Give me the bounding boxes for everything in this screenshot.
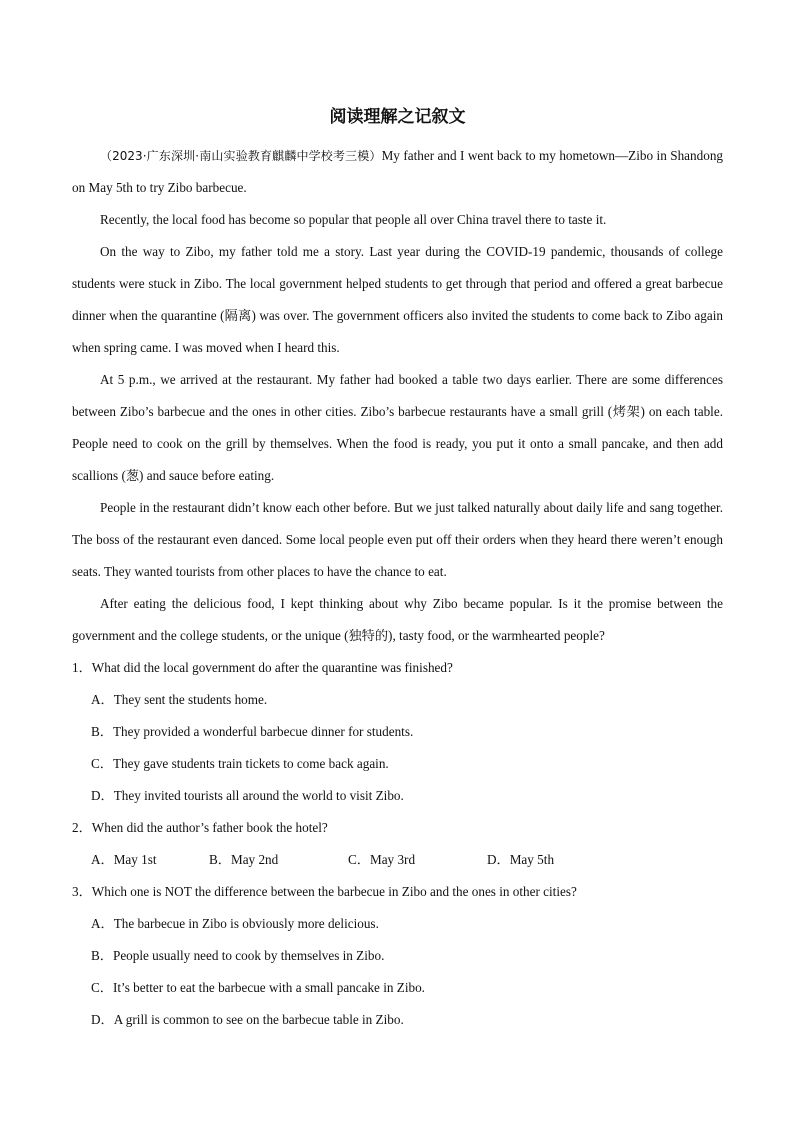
passage-paragraph-3: On the way to Zibo, my father told me a story. Last year during the COVID-19 pandemic, thousands of college students were stuck in Zibo. The local government helped students to get through that period and offered a great barbecue dinner when the quarantine (隔离) was over. The government officers also invited the students to come back to Zibo again when spring came. I was moved when I heard this. <box>72 244 723 355</box>
passage-paragraph-1 <box>72 140 723 204</box>
passage-paragraph-5: People in the restaurant didn’t know each other before. But we just talked naturally about daily life and sang together. The boss of the restaurant even danced. Some local people even put off their orders when they heard there weren’t enough seats. They wanted tourists from other places to have the chance to eat. <box>72 500 723 579</box>
option-c: C．May 3rd <box>348 852 416 867</box>
question-stem: 2．When did the author’s father book the hotel? <box>72 820 328 835</box>
option-b: B．May 2nd <box>209 852 279 867</box>
option-d: D．They invited tourists all around the world to visit Zibo. <box>91 788 404 803</box>
page-title: 阅读理解之记叙文 <box>329 107 466 127</box>
option-c: C．They gave students train tickets to come back again. <box>91 756 389 771</box>
option-d: D．A grill is common to see on the barbecue table in Zibo. <box>91 1012 404 1027</box>
question-stem: 1．What did the local government do after the quarantine was finished? <box>72 660 453 675</box>
option-b: B．People usually need to cook by themselves in Zibo. <box>91 948 385 963</box>
options-row <box>72 844 723 876</box>
option-d: D．May 5th <box>487 852 555 867</box>
option-c: C．It’s better to eat the barbecue with a small pancake in Zibo. <box>91 980 425 995</box>
paragraph-text: My father and I went back to my hometown—Zibo in Shandong on May 5th to try Zibo barbecue. <box>72 148 724 195</box>
worksheet-page <box>72 104 723 1036</box>
option-b: B．They provided a wonderful barbecue dinner for students. <box>91 724 414 739</box>
passage-paragraph-6: After eating the delicious food, I kept thinking about why Zibo became popular. Is it the promise between the government and the college students, or the unique (独特的), tasty food, or the warmhearted people? <box>72 596 723 643</box>
question-1 <box>72 652 723 812</box>
question-2 <box>72 812 723 876</box>
passage-paragraph-4: At 5 p.m., we arrived at the restaurant. My father had booked a table two days earlier. There are some differences between Zibo’s barbecue and the ones in other cities. Zibo’s barbecue restaurants have a small grill (烤架) on each table. People need to cook on the grill by themselves. When the food is ready, you put it onto a small pancake, and then add scallions (葱) and sauce before eating. <box>72 372 723 483</box>
option-a: A．They sent the students home. <box>91 692 268 707</box>
question-3 <box>72 876 723 1036</box>
reading-passage <box>72 140 723 652</box>
question-source: （2023·广东深圳·南山实验教育麒麟中学校考三模） <box>100 149 382 163</box>
passage-paragraph-2: Recently, the local food has become so popular that people all over China travel there to taste it. <box>100 212 607 227</box>
option-a: A．The barbecue in Zibo is obviously more delicious. <box>91 916 379 931</box>
question-stem: 3．Which one is NOT the difference between the barbecue in Zibo and the ones in other cities? <box>72 884 577 899</box>
option-a: A．May 1st <box>91 852 157 867</box>
